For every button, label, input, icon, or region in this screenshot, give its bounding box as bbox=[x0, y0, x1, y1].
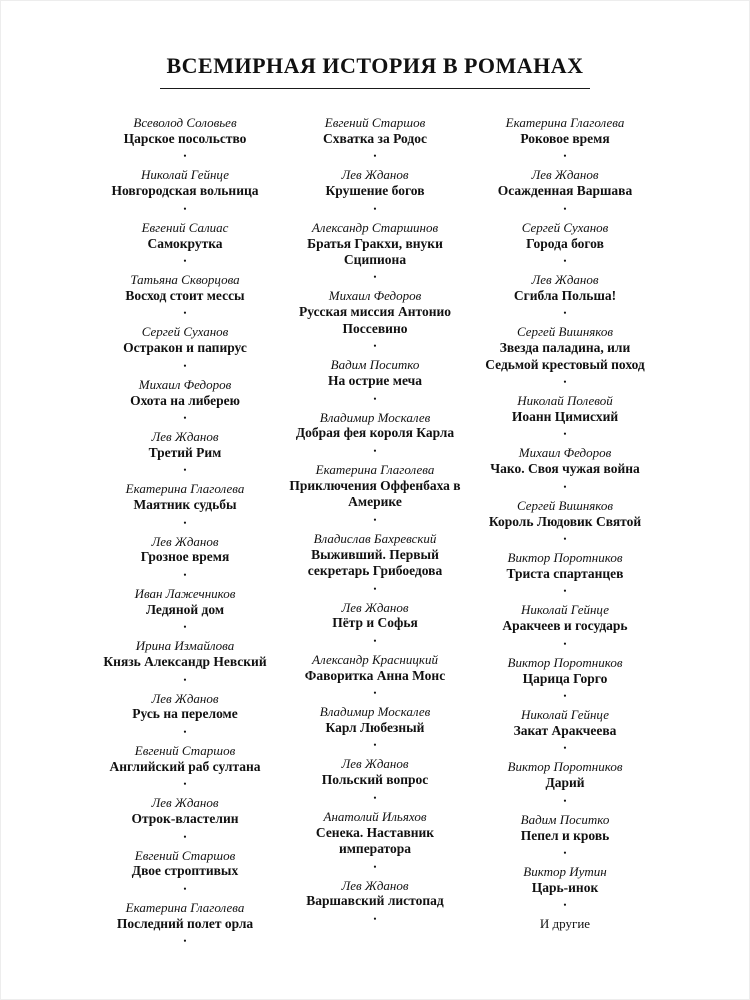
author-name: Лев Жданов bbox=[341, 756, 409, 772]
separator-bullet-icon: • bbox=[183, 465, 187, 476]
separator-bullet-icon: • bbox=[373, 393, 377, 404]
separator-bullet-icon: • bbox=[563, 481, 567, 492]
book-entry bbox=[286, 652, 464, 698]
book-title: Добрая фея короля Карла bbox=[295, 425, 455, 441]
author-name: Екатерина Глаголева bbox=[315, 461, 435, 477]
book-entry bbox=[476, 864, 654, 910]
author-name: Николай Гейнце bbox=[140, 167, 230, 183]
book-title: Звезда паладина, или Седьмой крестовый поход bbox=[485, 340, 645, 372]
book-title: Князь Александр Невский bbox=[103, 654, 267, 670]
book-title: Сенека. Наставник императора bbox=[315, 824, 435, 857]
author-name: Александр Старшинов bbox=[311, 219, 439, 235]
separator-bullet-icon: • bbox=[183, 622, 187, 633]
book-entry bbox=[476, 602, 654, 648]
book-title: Сгибла Польша! bbox=[513, 287, 617, 303]
book-entry bbox=[96, 167, 274, 213]
page-title: ВСЕМИРНАЯ ИСТОРИЯ В РОМАНАХ bbox=[160, 53, 589, 89]
author-name: Михаил Федоров bbox=[328, 288, 422, 304]
book-title: Царь-инок bbox=[531, 879, 599, 895]
book-title: Закат Аракчеева bbox=[513, 722, 617, 738]
separator-bullet-icon: • bbox=[373, 913, 377, 924]
author-name: Николай Гейнце bbox=[520, 707, 610, 723]
book-entry bbox=[96, 900, 274, 946]
book-entry bbox=[286, 288, 464, 351]
author-name: Иван Лажечников bbox=[134, 585, 236, 601]
book-entry bbox=[286, 809, 464, 872]
author-name: Виктор Поротников bbox=[507, 550, 623, 566]
book-title: На острие меча bbox=[327, 373, 423, 389]
separator-bullet-icon: • bbox=[563, 743, 567, 754]
book-title: Пепел и кровь bbox=[520, 827, 610, 843]
author-name: Лев Жданов bbox=[151, 795, 219, 811]
author-name: Сергей Суханов bbox=[141, 324, 229, 340]
book-title: Грозное время bbox=[140, 549, 230, 565]
book-entry bbox=[476, 445, 654, 491]
book-title: Самокрутка bbox=[147, 235, 223, 251]
author-name: Евгений Старшов bbox=[134, 847, 236, 863]
book-title: Чако. Своя чужая война bbox=[490, 461, 640, 477]
book-entry bbox=[96, 377, 274, 423]
book-title: Иоанн Цимисхий bbox=[511, 408, 619, 424]
book-title: Аракчеев и государь bbox=[502, 618, 628, 634]
book-title: Крушение богов bbox=[325, 183, 425, 199]
separator-bullet-icon: • bbox=[373, 445, 377, 456]
separator-bullet-icon: • bbox=[373, 514, 377, 525]
book-entry bbox=[286, 357, 464, 403]
separator-bullet-icon: • bbox=[373, 341, 377, 352]
book-entry bbox=[96, 272, 274, 318]
separator-bullet-icon: • bbox=[373, 151, 377, 162]
book-title: Триста спартанцев bbox=[506, 565, 624, 581]
book-entry bbox=[286, 410, 464, 456]
separator-bullet-icon: • bbox=[183, 255, 187, 266]
author-name: Владимир Москалев bbox=[319, 704, 431, 720]
separator-bullet-icon: • bbox=[563, 638, 567, 649]
book-entry bbox=[96, 743, 274, 789]
separator-bullet-icon: • bbox=[563, 308, 567, 319]
separator-bullet-icon: • bbox=[373, 688, 377, 699]
author-name: Владислав Бахревский bbox=[313, 530, 437, 546]
column-1 bbox=[96, 115, 274, 952]
book-title: Приключения Оффенбаха в Америке bbox=[289, 477, 461, 510]
book-entry bbox=[96, 481, 274, 527]
book-entry bbox=[476, 550, 654, 596]
separator-bullet-icon: • bbox=[373, 583, 377, 594]
book-entry bbox=[96, 324, 274, 370]
separator-bullet-icon: • bbox=[183, 203, 187, 214]
book-title: Роковое время bbox=[520, 130, 610, 146]
book-title: Царское посольство bbox=[123, 130, 247, 146]
book-entry bbox=[286, 600, 464, 646]
book-entry bbox=[476, 707, 654, 753]
author-name: Лев Жданов bbox=[151, 533, 219, 549]
columns-container bbox=[1, 115, 749, 952]
book-entry bbox=[96, 220, 274, 266]
book-title: Остракон и папирус bbox=[123, 340, 247, 356]
author-name: Лев Жданов bbox=[151, 428, 219, 444]
book-title: Английский раб султана bbox=[109, 758, 261, 774]
author-name: Лев Жданов bbox=[341, 167, 409, 183]
separator-bullet-icon: • bbox=[373, 272, 377, 283]
separator-bullet-icon: • bbox=[563, 377, 567, 388]
book-title: Города богов bbox=[526, 235, 604, 251]
separator-bullet-icon: • bbox=[563, 151, 567, 162]
separator-bullet-icon: • bbox=[183, 674, 187, 685]
book-title: Схватка за Родос bbox=[323, 130, 427, 146]
author-name: Михаил Федоров bbox=[518, 445, 612, 461]
author-name: Вадим Поситко bbox=[520, 811, 610, 827]
book-title: Охота на либерею bbox=[130, 392, 240, 408]
book-entry bbox=[96, 848, 274, 894]
book-entry bbox=[286, 531, 464, 594]
book-entry bbox=[96, 115, 274, 161]
separator-bullet-icon: • bbox=[563, 534, 567, 545]
book-title: Новгородская вольница bbox=[111, 183, 259, 199]
separator-bullet-icon: • bbox=[183, 726, 187, 737]
book-entry bbox=[286, 220, 464, 283]
book-entry bbox=[476, 324, 654, 387]
author-name: Николай Полевой bbox=[517, 393, 613, 409]
and-others-label: И другие bbox=[539, 916, 591, 932]
book-title: Ледяной дом bbox=[145, 601, 225, 617]
author-name: Татьяна Скворцова bbox=[130, 271, 240, 287]
book-entry bbox=[476, 272, 654, 318]
separator-bullet-icon: • bbox=[563, 255, 567, 266]
separator-bullet-icon: • bbox=[183, 569, 187, 580]
book-title: Выживший. Первый секретарь Грибоедова bbox=[307, 546, 443, 579]
page-title-wrap bbox=[1, 53, 749, 89]
book-entry bbox=[476, 393, 654, 439]
separator-bullet-icon: • bbox=[563, 203, 567, 214]
author-name: Анатолий Ильяхов bbox=[323, 808, 427, 824]
author-name: Екатерина Глаголева bbox=[125, 481, 245, 497]
author-name: Владимир Москалев bbox=[319, 409, 431, 425]
author-name: Сергей Суханов bbox=[521, 219, 609, 235]
author-name: Михаил Федоров bbox=[138, 376, 232, 392]
book-title: Польский вопрос bbox=[321, 772, 429, 788]
author-name: Евгений Старшов bbox=[324, 115, 426, 130]
book-title: Русская миссия Антонио Поссевино bbox=[298, 304, 452, 336]
author-name: Евгений Старшов bbox=[134, 742, 236, 758]
column-2 bbox=[286, 115, 464, 930]
separator-bullet-icon: • bbox=[373, 203, 377, 214]
author-name: Сергей Вишняков bbox=[516, 497, 614, 513]
author-name: Николай Гейнце bbox=[520, 602, 610, 618]
separator-bullet-icon: • bbox=[563, 795, 567, 806]
book-entry bbox=[286, 115, 464, 161]
book-title: Король Людовик Святой bbox=[488, 513, 642, 529]
author-name: Лев Жданов bbox=[531, 167, 599, 183]
author-name: Виктор Иутин bbox=[523, 864, 607, 880]
separator-bullet-icon: • bbox=[563, 586, 567, 597]
column-3 bbox=[476, 115, 654, 932]
book-title: Русь на переломе bbox=[132, 706, 238, 722]
book-entry bbox=[286, 756, 464, 802]
author-name: Лев Жданов bbox=[341, 599, 409, 615]
separator-bullet-icon: • bbox=[183, 517, 187, 528]
book-title: Восход стоит мессы bbox=[125, 287, 245, 303]
author-name: Виктор Поротников bbox=[507, 654, 623, 670]
separator-bullet-icon: • bbox=[183, 360, 187, 371]
author-name: Лев Жданов bbox=[151, 690, 219, 706]
book-title: Последний полет орла bbox=[116, 915, 254, 931]
author-name: Сергей Вишняков bbox=[516, 324, 614, 340]
book-entry bbox=[286, 878, 464, 924]
book-entry bbox=[96, 795, 274, 841]
author-name: Александр Красницкий bbox=[312, 651, 438, 667]
separator-bullet-icon: • bbox=[183, 883, 187, 894]
separator-bullet-icon: • bbox=[183, 151, 187, 162]
book-entry bbox=[476, 115, 654, 161]
book-title: Отрок-властелин bbox=[131, 811, 239, 827]
author-name: Всеволод Соловьев bbox=[133, 115, 237, 130]
book-title: Царица Горго bbox=[522, 670, 608, 686]
book-title: Карл Любезный bbox=[325, 720, 425, 736]
book-title: Братья Гракхи, внуки Сципиона bbox=[307, 235, 443, 267]
separator-bullet-icon: • bbox=[183, 779, 187, 790]
separator-bullet-icon: • bbox=[373, 792, 377, 803]
book-entry bbox=[96, 534, 274, 580]
book-entry bbox=[96, 691, 274, 737]
separator-bullet-icon: • bbox=[183, 831, 187, 842]
separator-bullet-icon: • bbox=[373, 861, 377, 872]
author-name: Екатерина Глаголева bbox=[125, 899, 245, 915]
author-name: Екатерина Глаголева bbox=[505, 115, 625, 130]
author-name: Виктор Поротников bbox=[507, 759, 623, 775]
separator-bullet-icon: • bbox=[563, 900, 567, 911]
book-title: Маятник судьбы bbox=[133, 497, 237, 513]
author-name: Лев Жданов bbox=[531, 271, 599, 287]
book-title: Двое строптивых bbox=[131, 863, 239, 879]
book-title: Варшавский листопад bbox=[306, 893, 444, 909]
author-name: Вадим Поситко bbox=[330, 357, 420, 373]
author-name: Лев Жданов bbox=[341, 877, 409, 893]
author-name: Ирина Измайлова bbox=[135, 638, 235, 654]
author-name: Евгений Салиас bbox=[141, 219, 229, 235]
book-title: Осажденная Варшава bbox=[497, 183, 633, 199]
book-entry bbox=[96, 429, 274, 475]
book-entry bbox=[96, 586, 274, 632]
separator-bullet-icon: • bbox=[373, 635, 377, 646]
separator-bullet-icon: • bbox=[373, 740, 377, 751]
book-entry bbox=[286, 167, 464, 213]
book-entry bbox=[476, 167, 654, 213]
book-entry bbox=[476, 498, 654, 544]
book-entry bbox=[476, 759, 654, 805]
separator-bullet-icon: • bbox=[183, 936, 187, 947]
book-entry bbox=[286, 704, 464, 750]
book-title: Фаворитка Анна Монс bbox=[304, 667, 446, 683]
book-title: Дарий bbox=[545, 775, 585, 791]
book-entry bbox=[96, 638, 274, 684]
separator-bullet-icon: • bbox=[563, 691, 567, 702]
separator-bullet-icon: • bbox=[563, 848, 567, 859]
separator-bullet-icon: • bbox=[563, 429, 567, 440]
book-entry bbox=[286, 462, 464, 525]
book-entry bbox=[476, 220, 654, 266]
separator-bullet-icon: • bbox=[183, 308, 187, 319]
book-entry bbox=[476, 812, 654, 858]
book-entry bbox=[476, 655, 654, 701]
separator-bullet-icon: • bbox=[183, 412, 187, 423]
book-title: Пётр и Софья bbox=[332, 615, 418, 631]
book-title: Третий Рим bbox=[148, 444, 222, 460]
